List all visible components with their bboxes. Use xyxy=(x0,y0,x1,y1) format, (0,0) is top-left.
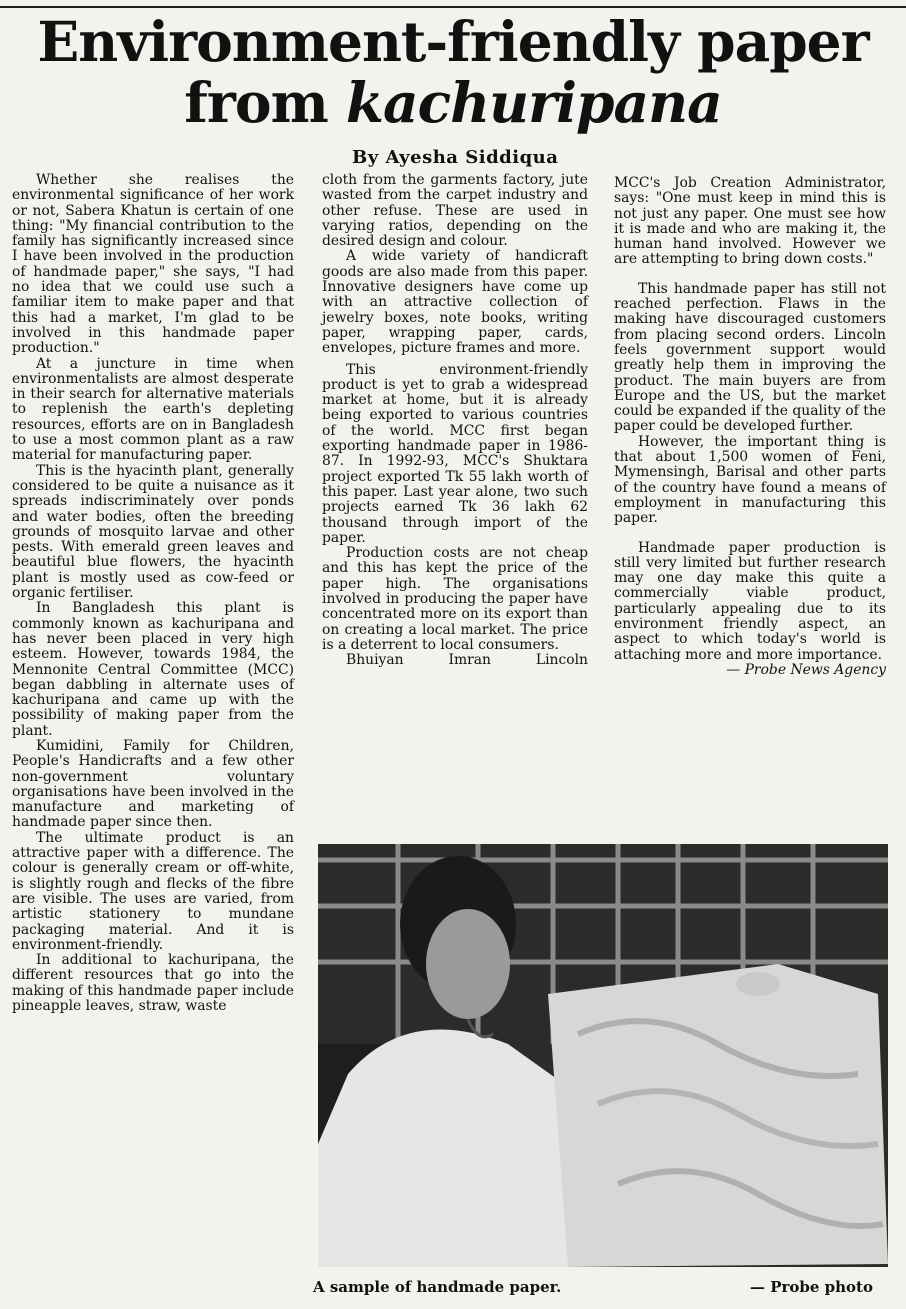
headline-line-2-italic: kachuripana xyxy=(345,70,722,135)
top-rule xyxy=(0,0,906,8)
byline: By Ayesha Siddiqua xyxy=(352,147,559,168)
article-column-2 xyxy=(322,173,588,669)
headline-line-2-prefix: from xyxy=(184,70,346,135)
news-agency-credit: — Probe News Agency xyxy=(726,661,886,678)
paragraph: Production costs are not cheap and this has kept the price of the paper high. The organisations involved in producing the paper have concentrated more on its export than on creating a local market. The price is a deterrent to local consumers. xyxy=(322,545,588,653)
attribution-line: Bhuiyan Imran Lincoln xyxy=(346,652,588,669)
paragraph: In additional to kachuripana, the different resources that go into the making of this handmade paper include pineapple leaves, straw, waste xyxy=(12,952,294,1015)
article-column-1 xyxy=(12,173,294,1014)
photo-handmade-paper xyxy=(318,844,888,1267)
article-column-3 xyxy=(614,176,886,678)
photo-credit: — Probe photo xyxy=(750,1278,873,1296)
paragraph: Kumidini, Family for Children, People's Handicrafts and a few other non-government voluntary organisations have been involved in the manufacture and marketing of handmade paper since then. xyxy=(12,737,294,831)
paragraph: Whether she realises the environmental significance of her work or not, Sabera Khatun is certain of one thing: "My financial contribution to the family has significantly increased since I have been involved in the production of handmade paper," she says, "I had no idea that we could use such a familiar item to make paper and that this had a market, I'm glad to be involved in this handmade paper production." xyxy=(12,172,294,357)
paragraph: At a juncture in time when environmentalists are almost desperate in their search for alternative materials to replenish the earth's depleting resources, efforts are on in Bangladesh to use a most common plant as a raw material for manufacturing paper. xyxy=(12,355,294,464)
headline-line-1: Environment-friendly paper xyxy=(37,9,869,74)
photo-caption xyxy=(313,1278,873,1296)
photo-illustration xyxy=(318,844,888,1267)
paragraph: This is the hyacinth plant, generally considered to be quite a nuisance as it spreads indiscriminately over ponds and water bodies, often the breeding grounds of mosquito larvae and other pests. With emerald green leaves and beautiful blue flowers, the hyacinth plant is mostly used as cow-feed or organic fertiliser. xyxy=(12,462,294,602)
headline-line-2 xyxy=(0,70,906,135)
paragraph: This handmade paper has still not reached perfection. Flaws in the making have discouraged customers from placing second orders. Lincoln feels government support would greatly help them in improving the product. The main buyers are from Europe and the US, but the market could be expanded if the quality of the paper could be developed further. xyxy=(614,280,886,435)
paragraph: However, the important thing is that about 1,500 women of Feni, Mymensingh, Barisal and other parts of the country have found a means of employment in manufacturing this paper. xyxy=(614,433,886,527)
paragraph: cloth from the garments factory, jute wasted from the carpet industry and other refuse. These are used in varying ratios, depending on the desired design and colour. xyxy=(322,172,588,250)
paragraph: Handmade paper production is still very limited but further research may one day make this quite a commercially viable product, particularly appealing due to its environment friendly aspect, an aspect to which today's world is attaching more and more importance. xyxy=(614,539,886,663)
paragraph: This environment-friendly product is yet to grab a widespread market at home, but it is already being exported to various countries of the world. MCC first began exporting handmade paper in 1986-87. In 1992-93, MCC's Shuktara project exported Tk 55 lakh worth of this paper. Last year alone, two such projects earned Tk 36 lakh 62 thousand through import of the paper. xyxy=(322,361,588,546)
paragraph: In Bangladesh this plant is commonly known as kachuripana and has never been placed in very high esteem. However, towards 1984, the Mennonite Central Committee (MCC) began dabbling in alternate uses of kachuripana and came up with the possibility of making paper from the plant. xyxy=(12,600,294,739)
paragraph: The ultimate product is an attractive paper with a difference. The colour is generally cream or off-white, is slightly rough and flecks of the fibre are visible. The uses are varied, from artistic stationery to mundane packaging material. And it is environment-friendly. xyxy=(12,829,294,953)
headline xyxy=(0,9,906,135)
paragraph: A wide variety of handicraft goods are also made from this paper. Innovative designers have come up with an attractive collection of jewelry boxes, note books, writing paper, wrapping paper, cards, envelopes, picture frames and more. xyxy=(322,248,588,357)
paragraph: MCC's Job Creation Administrator, says: "One must keep in mind this is not just any paper. One must see how it is made and who are making it, the human hand involved. However we are attempting to bring down costs." xyxy=(614,175,886,268)
caption-text: A sample of handmade paper. xyxy=(313,1278,562,1296)
